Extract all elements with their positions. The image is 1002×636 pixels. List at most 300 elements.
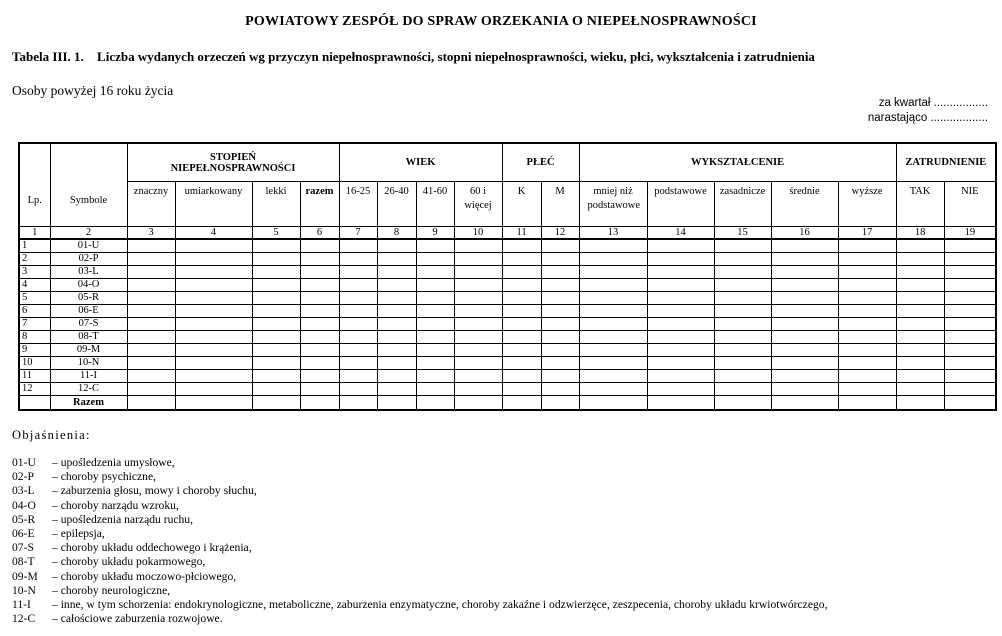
table-cell[interactable] (579, 253, 647, 266)
table-cell[interactable] (714, 331, 771, 344)
table-cell[interactable] (896, 383, 944, 396)
total-cell[interactable] (838, 396, 896, 411)
table-cell[interactable] (541, 279, 579, 292)
table-cell[interactable] (377, 253, 416, 266)
table-cell[interactable] (647, 253, 714, 266)
table-cell[interactable] (896, 253, 944, 266)
column-number: 13 (579, 227, 647, 240)
table-cell[interactable] (714, 253, 771, 266)
column-number: 9 (416, 227, 454, 240)
explanation-text: – całościowe zaburzenia rozwojowe. (52, 612, 223, 626)
table-cell[interactable] (771, 253, 838, 266)
table-cell[interactable] (541, 383, 579, 396)
explanation-text: – zaburzenia głosu, mowy i choroby słuchu, (52, 484, 257, 498)
table-cell[interactable] (579, 279, 647, 292)
table-cell[interactable] (252, 305, 300, 318)
table-row (19, 370, 996, 383)
table-cell[interactable] (714, 318, 771, 331)
table-cell[interactable] (377, 344, 416, 357)
table-cell[interactable] (944, 318, 996, 331)
table-cell[interactable] (896, 266, 944, 279)
table-cell[interactable] (454, 344, 502, 357)
col-header: 26-40 (377, 182, 416, 227)
table-cell[interactable] (502, 370, 541, 383)
table-cell[interactable] (175, 344, 252, 357)
table-cell[interactable] (502, 318, 541, 331)
explanation-item (12, 470, 827, 484)
explanation-item (12, 541, 827, 555)
table-cell[interactable] (502, 331, 541, 344)
explanation-text: – choroby układu moczowo-płciowego, (52, 569, 237, 583)
table-cell[interactable] (127, 292, 175, 305)
table-cell[interactable] (416, 305, 454, 318)
period-cumulative-field: narastająco .................. (867, 112, 988, 124)
explanation-code: 07-S (12, 541, 34, 555)
table-cell[interactable] (416, 292, 454, 305)
table-cell[interactable] (502, 253, 541, 266)
table-cell[interactable] (502, 239, 541, 253)
table-cell[interactable] (714, 344, 771, 357)
table-cell[interactable] (339, 239, 377, 253)
table-cell[interactable] (647, 305, 714, 318)
total-cell[interactable] (714, 396, 771, 411)
table-cell[interactable] (771, 370, 838, 383)
column-number: 3 (127, 227, 175, 240)
explanation-item (12, 612, 827, 626)
table-cell[interactable] (771, 266, 838, 279)
table-cell[interactable] (714, 305, 771, 318)
table-cell[interactable] (944, 239, 996, 253)
table-cell[interactable] (838, 383, 896, 396)
explanation-item (12, 513, 827, 527)
table-cell[interactable] (541, 344, 579, 357)
table-cell[interactable] (771, 383, 838, 396)
table-cell[interactable] (771, 292, 838, 305)
table-cell[interactable] (647, 331, 714, 344)
row-number: 12 (19, 383, 50, 396)
table-cell[interactable] (300, 292, 339, 305)
table-cell[interactable] (300, 357, 339, 370)
table-cell[interactable] (838, 331, 896, 344)
table-cell[interactable] (339, 344, 377, 357)
explanations-heading: Objaśnienia: (12, 428, 91, 442)
table-cell[interactable] (127, 318, 175, 331)
table-cell[interactable] (454, 370, 502, 383)
table-cell[interactable] (541, 305, 579, 318)
table-cell[interactable] (896, 344, 944, 357)
table-cell[interactable] (944, 370, 996, 383)
explanation-text: – epilepsja, (52, 527, 105, 541)
table-row (19, 318, 996, 331)
table-cell[interactable] (300, 305, 339, 318)
symbol-header: Symbole (50, 143, 127, 227)
table-cell[interactable] (714, 292, 771, 305)
table-cell[interactable] (416, 253, 454, 266)
table-cell[interactable] (127, 239, 175, 253)
table-cell[interactable] (175, 266, 252, 279)
table-cell[interactable] (127, 253, 175, 266)
total-cell[interactable] (300, 396, 339, 411)
table-cell[interactable] (300, 239, 339, 253)
explanation-item (12, 484, 827, 498)
table-cell[interactable] (838, 279, 896, 292)
table-cell[interactable] (127, 331, 175, 344)
table-cell[interactable] (300, 279, 339, 292)
col-header: 16-25 (339, 182, 377, 227)
table-cell[interactable] (377, 318, 416, 331)
explanation-item (12, 527, 827, 541)
table-cell[interactable] (175, 370, 252, 383)
column-number: 1 (19, 227, 50, 240)
total-cell[interactable] (771, 396, 838, 411)
table-cell[interactable] (838, 318, 896, 331)
table-cell[interactable] (252, 383, 300, 396)
table-cell[interactable] (377, 331, 416, 344)
table-cell[interactable] (454, 253, 502, 266)
table-cell[interactable] (647, 344, 714, 357)
table-cell[interactable] (896, 331, 944, 344)
explanation-item (12, 555, 827, 569)
explanation-text: – choroby narządu wzroku, (52, 498, 179, 512)
table-cell[interactable] (175, 279, 252, 292)
table-cell[interactable] (838, 344, 896, 357)
col-header: 60 i więcej (454, 182, 502, 227)
table-cell[interactable] (838, 266, 896, 279)
table-cell[interactable] (377, 383, 416, 396)
table-cell[interactable] (175, 357, 252, 370)
table-cell[interactable] (944, 305, 996, 318)
table-cell[interactable] (502, 305, 541, 318)
col-header: NIE (944, 182, 996, 227)
table-cell[interactable] (175, 318, 252, 331)
col-header: TAK (896, 182, 944, 227)
col-header: lekki (252, 182, 300, 227)
table-cell[interactable] (647, 318, 714, 331)
total-cell[interactable] (541, 396, 579, 411)
table-cell[interactable] (579, 305, 647, 318)
table-cell[interactable] (944, 279, 996, 292)
total-cell[interactable] (944, 396, 996, 411)
table-cell[interactable] (377, 292, 416, 305)
table-cell[interactable] (541, 331, 579, 344)
explanation-code: 10-N (12, 583, 36, 597)
row-symbol: 06-E (50, 305, 127, 318)
col-header: zasadnicze (714, 182, 771, 227)
table-cell[interactable] (541, 239, 579, 253)
explanation-code: 08-T (12, 555, 35, 569)
table-cell[interactable] (714, 239, 771, 253)
table-title: Liczba wydanych orzeczeń wg przyczyn niepełnosprawności, stopni niepełnosprawności, wieku, płci, wykształcenia i zatrudnienia (97, 49, 815, 64)
table-cell[interactable] (944, 357, 996, 370)
explanation-text: – upośledzenia umysłowe, (52, 456, 175, 469)
table-cell[interactable] (300, 344, 339, 357)
lp-header: Lp. (19, 143, 50, 227)
table-cell[interactable] (714, 370, 771, 383)
explanation-code: 02-P (12, 470, 34, 484)
total-cell[interactable] (647, 396, 714, 411)
table-cell[interactable] (838, 253, 896, 266)
table-cell[interactable] (252, 318, 300, 331)
table-cell[interactable] (416, 266, 454, 279)
table-cell[interactable] (647, 383, 714, 396)
explanation-code: 11-I (12, 598, 31, 612)
total-cell[interactable] (502, 396, 541, 411)
table-cell[interactable] (416, 357, 454, 370)
table-cell[interactable] (252, 266, 300, 279)
table-cell[interactable] (300, 331, 339, 344)
table-cell[interactable] (838, 239, 896, 253)
table-cell[interactable] (771, 357, 838, 370)
table-cell[interactable] (377, 266, 416, 279)
row-symbol: 04-O (50, 279, 127, 292)
table-cell[interactable] (838, 305, 896, 318)
total-cell[interactable] (252, 396, 300, 411)
total-cell[interactable] (579, 396, 647, 411)
table-cell[interactable] (896, 305, 944, 318)
table-cell[interactable] (377, 239, 416, 253)
table-cell[interactable] (339, 266, 377, 279)
row-number: 11 (19, 370, 50, 383)
total-cell[interactable] (127, 396, 175, 411)
total-cell[interactable] (454, 396, 502, 411)
table-cell[interactable] (300, 383, 339, 396)
table-cell[interactable] (771, 239, 838, 253)
explanation-item (12, 570, 827, 584)
table-cell[interactable] (579, 370, 647, 383)
table-cell[interactable] (339, 305, 377, 318)
explanation-code: 09-M (12, 569, 38, 583)
table-cell[interactable] (127, 383, 175, 396)
table-cell[interactable] (579, 239, 647, 253)
table-cell[interactable] (339, 383, 377, 396)
table-cell[interactable] (647, 357, 714, 370)
table-cell[interactable] (579, 318, 647, 331)
table-cell[interactable] (127, 305, 175, 318)
table-cell[interactable] (771, 344, 838, 357)
table-cell[interactable] (647, 370, 714, 383)
table-cell[interactable] (454, 383, 502, 396)
table-cell[interactable] (647, 266, 714, 279)
table-row (19, 331, 996, 344)
column-number: 10 (454, 227, 502, 240)
table-cell[interactable] (127, 370, 175, 383)
table-cell[interactable] (896, 318, 944, 331)
table-cell[interactable] (377, 370, 416, 383)
table-cell[interactable] (714, 383, 771, 396)
table-cell[interactable] (175, 239, 252, 253)
table-cell[interactable] (541, 253, 579, 266)
table-cell[interactable] (416, 239, 454, 253)
table-cell[interactable] (647, 292, 714, 305)
table-cell[interactable] (339, 318, 377, 331)
table-cell[interactable] (127, 279, 175, 292)
table-cell[interactable] (454, 318, 502, 331)
table-cell[interactable] (339, 292, 377, 305)
table-cell[interactable] (416, 279, 454, 292)
total-cell[interactable] (416, 396, 454, 411)
table-cell[interactable] (454, 357, 502, 370)
table-cell[interactable] (252, 239, 300, 253)
col-header: umiarkowany (175, 182, 252, 227)
group-header-education: WYKSZTAŁCENIE (579, 143, 896, 182)
table-cell[interactable] (579, 292, 647, 305)
table-cell[interactable] (252, 279, 300, 292)
table-cell[interactable] (339, 370, 377, 383)
table-row (19, 383, 996, 396)
row-symbol: 05-R (50, 292, 127, 305)
table-cell[interactable] (339, 279, 377, 292)
table-cell[interactable] (416, 318, 454, 331)
table-cell[interactable] (838, 370, 896, 383)
table-cell[interactable] (502, 292, 541, 305)
table-cell[interactable] (896, 279, 944, 292)
table-cell[interactable] (541, 357, 579, 370)
table-cell[interactable] (175, 292, 252, 305)
table-cell[interactable] (771, 331, 838, 344)
total-cell[interactable] (339, 396, 377, 411)
row-number: 7 (19, 318, 50, 331)
table-cell[interactable] (714, 357, 771, 370)
column-number: 5 (252, 227, 300, 240)
group-header-sex: PŁEĆ (502, 143, 579, 182)
table-row (19, 292, 996, 305)
explanation-item (12, 499, 827, 513)
table-cell[interactable] (339, 253, 377, 266)
table-caption (12, 49, 815, 65)
statistics-table (18, 142, 997, 411)
table-row (19, 357, 996, 370)
table-cell[interactable] (377, 357, 416, 370)
col-header: M (541, 182, 579, 227)
table-cell[interactable] (175, 305, 252, 318)
table-cell[interactable] (127, 357, 175, 370)
table-cell[interactable] (252, 253, 300, 266)
table-cell[interactable] (416, 383, 454, 396)
table-cell[interactable] (579, 344, 647, 357)
table-row (19, 266, 996, 279)
table-cell[interactable] (944, 344, 996, 357)
table-cell[interactable] (944, 253, 996, 266)
row-symbol: 09-M (50, 344, 127, 357)
table-cell[interactable] (175, 383, 252, 396)
table-cell[interactable] (944, 266, 996, 279)
table-cell[interactable] (502, 357, 541, 370)
table-cell[interactable] (252, 370, 300, 383)
total-row (19, 396, 996, 411)
table-cell[interactable] (300, 253, 339, 266)
table-cell[interactable] (175, 331, 252, 344)
persons-note: Osoby powyżej 16 roku życia (12, 83, 174, 98)
table-cell[interactable] (416, 370, 454, 383)
table-cell[interactable] (771, 305, 838, 318)
table-cell[interactable] (454, 305, 502, 318)
table-cell[interactable] (454, 266, 502, 279)
explanation-item (12, 598, 827, 612)
table-cell[interactable] (454, 292, 502, 305)
table-cell[interactable] (647, 279, 714, 292)
table-cell[interactable] (502, 344, 541, 357)
total-cell[interactable] (175, 396, 252, 411)
explanation-code: 12-C (12, 612, 36, 626)
row-symbol: 01-U (50, 239, 127, 253)
table-cell[interactable] (579, 357, 647, 370)
explanation-code: 04-O (12, 498, 36, 512)
table-cell[interactable] (252, 331, 300, 344)
table-cell[interactable] (838, 292, 896, 305)
table-cell[interactable] (454, 279, 502, 292)
column-number: 7 (339, 227, 377, 240)
table-cell[interactable] (502, 266, 541, 279)
table-cell[interactable] (339, 357, 377, 370)
table-cell[interactable] (502, 279, 541, 292)
table-cell[interactable] (771, 318, 838, 331)
table-cell[interactable] (714, 266, 771, 279)
table-cell[interactable] (252, 357, 300, 370)
table-cell[interactable] (838, 357, 896, 370)
col-header: znaczny (127, 182, 175, 227)
table-cell[interactable] (579, 266, 647, 279)
row-number: 4 (19, 279, 50, 292)
total-cell[interactable] (896, 396, 944, 411)
table-cell[interactable] (454, 239, 502, 253)
total-label: Razem (50, 396, 127, 411)
table-cell[interactable] (300, 370, 339, 383)
row-symbol: 08-T (50, 331, 127, 344)
table-cell[interactable] (714, 279, 771, 292)
table-cell[interactable] (944, 331, 996, 344)
table-cell[interactable] (377, 279, 416, 292)
table-cell[interactable] (300, 318, 339, 331)
table-cell[interactable] (541, 318, 579, 331)
col-header: podstawowe (647, 182, 714, 227)
table-cell[interactable] (541, 292, 579, 305)
table-cell[interactable] (541, 370, 579, 383)
table-cell[interactable] (579, 331, 647, 344)
explanations-list (12, 456, 827, 626)
table-cell[interactable] (339, 331, 377, 344)
table-cell[interactable] (896, 239, 944, 253)
explanation-text: – inne, w tym schorzenia: endokrynologiczne, metaboliczne, zaburzenia enzymatyczne, choroby zakaźne i odzwierzęce, zeszpecenia, choroby układu krwiotwórczego, (52, 598, 828, 612)
table-cell[interactable] (896, 357, 944, 370)
table-cell[interactable] (252, 344, 300, 357)
table-cell[interactable] (502, 383, 541, 396)
explanation-text: – upośledzenia narządu ruchu, (52, 512, 193, 526)
total-row-lp (19, 396, 50, 411)
table-cell[interactable] (252, 292, 300, 305)
table-cell[interactable] (377, 305, 416, 318)
table-cell[interactable] (416, 331, 454, 344)
table-cell[interactable] (300, 266, 339, 279)
table-cell[interactable] (579, 383, 647, 396)
row-number: 8 (19, 331, 50, 344)
column-number: 6 (300, 227, 339, 240)
table-cell[interactable] (647, 239, 714, 253)
row-symbol: 02-P (50, 253, 127, 266)
table-cell[interactable] (416, 344, 454, 357)
explanation-text: – choroby układu pokarmowego, (52, 555, 206, 569)
table-cell[interactable] (944, 383, 996, 396)
table-cell[interactable] (896, 370, 944, 383)
total-cell[interactable] (377, 396, 416, 411)
table-cell[interactable] (541, 266, 579, 279)
table-cell[interactable] (127, 344, 175, 357)
table-cell[interactable] (127, 266, 175, 279)
table-cell[interactable] (771, 279, 838, 292)
table-cell[interactable] (896, 292, 944, 305)
table-cell[interactable] (175, 253, 252, 266)
table-cell[interactable] (454, 331, 502, 344)
table-cell[interactable] (944, 292, 996, 305)
